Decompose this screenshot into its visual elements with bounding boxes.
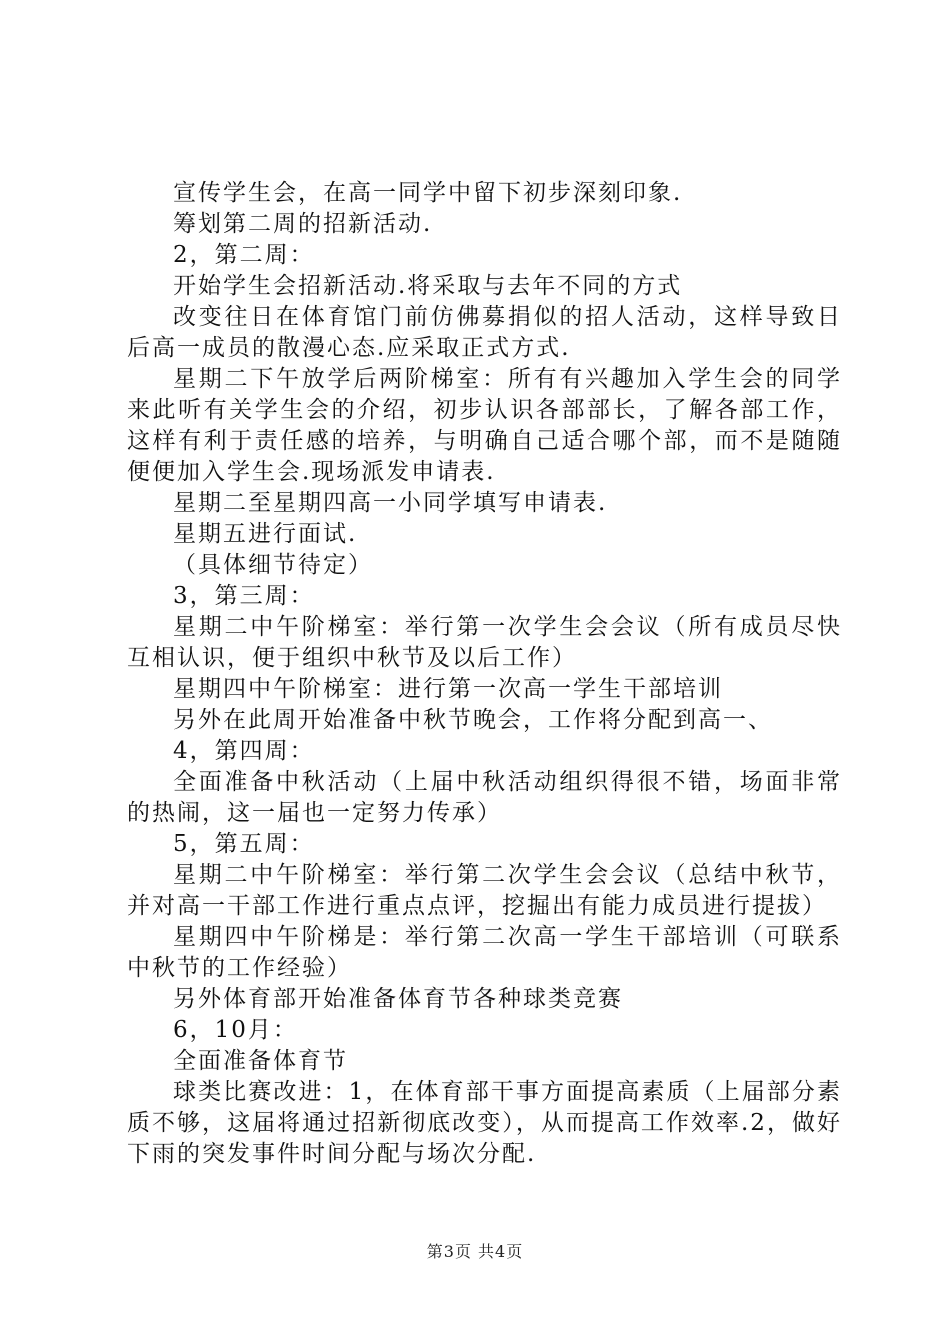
paragraph: 2，第二周： [173, 242, 315, 268]
paragraph: 5，第五周： [173, 831, 315, 857]
paragraph: 星期二下午放学后两阶梯室：所有有兴趣加入学生会的同学来此听有关学生会的介绍，初步认识各部部长，了解各部工作，这样有利于责任感的培养，与明确自己适合哪个部，而不是随随便便加入学生会.现场派发申请表. [127, 366, 842, 485]
paragraph: 星期二中午阶梯室：举行第一次学生会会议（所有成员尽快互相认识，便于组织中秋节及以后工作） [127, 614, 842, 671]
paragraph: 宣传学生会，在高一同学中留下初步深刻印象. [173, 180, 683, 206]
paragraph: 全面准备中秋活动（上届中秋活动组织得很不错，场面非常的热闹，这一届也一定努力传承） [127, 769, 842, 826]
paragraph: 另外在此周开始准备中秋节晚会，工作将分配到高一、 [173, 707, 773, 733]
paragraph: 星期二中午阶梯室：举行第二次学生会会议（总结中秋节，并对高一干部工作进行重点点评，挖掘出有能力成员进行提拔） [127, 862, 842, 919]
paragraph: 筹划第二周的招新活动. [173, 211, 433, 237]
paragraph: 星期二至星期四高一小同学填写申请表. [173, 490, 608, 516]
paragraph: 星期四中午阶梯是：举行第二次高一学生干部培训（可联系中秋节的工作经验） [127, 924, 842, 981]
paragraph: 6，10月： [173, 1017, 298, 1043]
paragraph: 4，第四周： [173, 738, 315, 764]
document-body [127, 178, 842, 1170]
paragraph: 改变往日在体育馆门前仿佛募捐似的招人活动，这样导致日后高一成员的散漫心态.应采取正式方式. [127, 304, 842, 361]
paragraph: 星期四中午阶梯室：进行第一次高一学生干部培训 [173, 676, 723, 702]
page-footer [0, 1242, 950, 1262]
paragraph: 3，第三周： [173, 583, 315, 609]
paragraph: 全面准备体育节 [173, 1048, 348, 1074]
paragraph: 星期五进行面试. [173, 521, 358, 547]
paragraph: 开始学生会招新活动.将采取与去年不同的方式 [173, 273, 683, 299]
paragraph: 球类比赛改进：1，在体育部干事方面提高素质（上届部分素质不够，这届将通过招新彻底改变），从而提高工作效率.2，做好下雨的突发事件时间分配与场次分配. [127, 1079, 842, 1167]
paragraph: （具体细节待定） [173, 552, 373, 578]
paragraph: 另外体育部开始准备体育节各种球类竞赛 [173, 986, 623, 1012]
page-number: 第3页 共4页 [426, 1242, 524, 1261]
